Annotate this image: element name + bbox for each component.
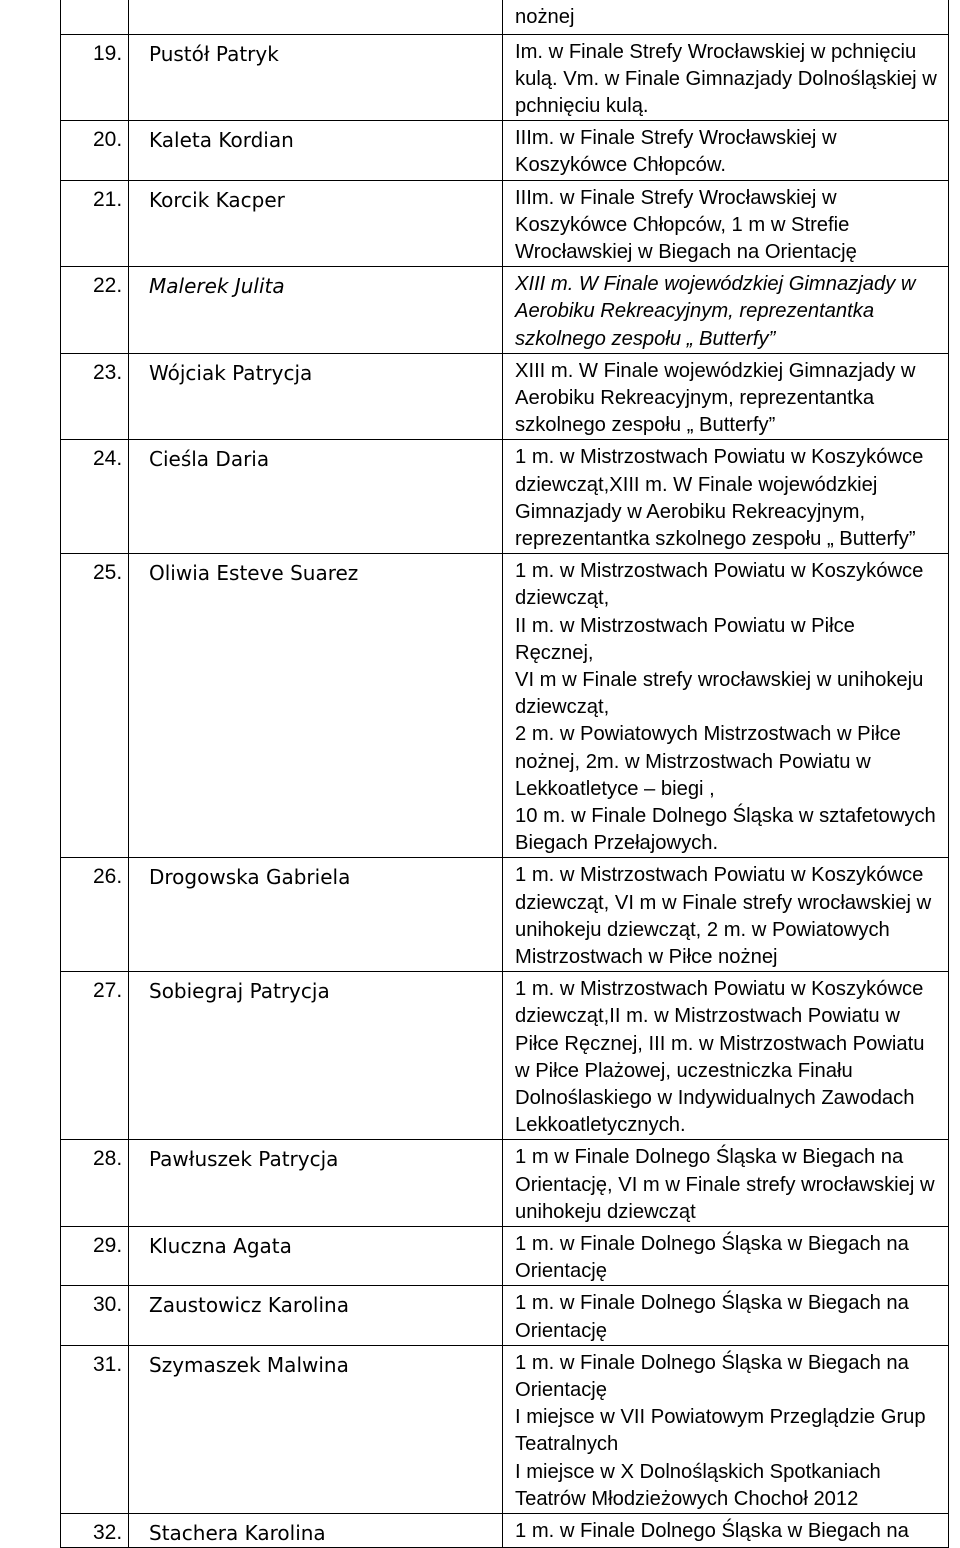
- row-number: 21.: [61, 180, 129, 267]
- student-name: Kaleta Kordian: [129, 121, 503, 180]
- description-line: szkolnego zespołu „ Butterfy”: [515, 327, 776, 350]
- description-line: Orientację: [515, 1260, 608, 1283]
- achievements-document: [60, 0, 948, 1548]
- description-line: 1 m. w Finale Dolnego Śląska w Biegach na: [515, 1233, 909, 1256]
- description-line: VI m w Finale strefy wrocławskiej w unihokeju: [515, 668, 924, 691]
- description-line: 1 m. w Finale Dolnego Śląska w Biegach na: [515, 1292, 909, 1315]
- description-line: I miejsce w VII Powiatowym Przeglądzie Grup: [515, 1406, 926, 1429]
- table-row: [61, 1227, 949, 1286]
- achievement-description: [503, 1227, 949, 1286]
- row-number: 31.: [61, 1345, 129, 1513]
- description-line: Aerobiku Rekreacyjnym, reprezentantka: [515, 386, 875, 409]
- student-name: Kluczna Agata: [129, 1227, 503, 1286]
- description-line: Wrocławskiej w Biegach na Orientację: [515, 240, 857, 263]
- achievement-description: [503, 34, 949, 121]
- description-line: Lekkoatletyce – biegi ,: [515, 777, 715, 800]
- table-row: [61, 1345, 949, 1513]
- table-row: [61, 858, 949, 972]
- student-name: Sobiegraj Patrycja: [129, 972, 503, 1140]
- description-line: XIII m. W Finale wojewódzkiej Gimnazjady w: [515, 273, 916, 296]
- student-name: Stachera Karolina: [129, 1514, 503, 1548]
- description-line: Aerobiku Rekreacyjnym, reprezentantka: [515, 300, 875, 323]
- description-line: 1 m. w Mistrzostwach Powiatu w Koszykówce: [515, 560, 924, 583]
- row-number: 23.: [61, 353, 129, 440]
- table-row: [61, 1514, 949, 1548]
- description-line: kulą. Vm. w Finale Gimnazjady Dolnośląskiej w: [515, 67, 937, 90]
- description-line: 1 m. w Mistrzostwach Powiatu w Koszykówce: [515, 978, 924, 1001]
- description-line: 1 m. w Finale Dolnego Śląska w Biegach na: [515, 1520, 909, 1543]
- description-line: II m. w Mistrzostwach Powiatu w Piłce: [515, 614, 855, 637]
- description-line: IIIm. w Finale Strefy Wrocławskiej w: [515, 186, 837, 209]
- table-row: [61, 180, 949, 267]
- row-number: 27.: [61, 972, 129, 1140]
- achievement-description: [503, 180, 949, 267]
- achievement-description: [503, 1345, 949, 1513]
- description-line: Mistrzostwach w Piłce nożnej: [515, 946, 778, 968]
- achievement-description: [503, 267, 949, 354]
- description-line: dziewcząt,XIII m. W Finale wojewódzkiej: [515, 473, 878, 496]
- description-line: 10 m. w Finale Dolnego Śląska w sztafetowych: [515, 804, 936, 827]
- table-body: [61, 0, 949, 1548]
- table-row: [61, 554, 949, 858]
- row-number: 20.: [61, 121, 129, 180]
- row-number: 26.: [61, 858, 129, 972]
- achievement-description: [503, 858, 949, 972]
- description-line: XIII m. W Finale wojewódzkiej Gimnazjady w: [515, 359, 916, 382]
- row-number: 28.: [61, 1140, 129, 1227]
- description-line: 2 m. w Powiatowych Mistrzostwach w Piłce: [515, 723, 901, 746]
- description-line: IIIm. w Finale Strefy Wrocławskiej w: [515, 127, 837, 150]
- table-row: [61, 121, 949, 180]
- description-line: Orientację, VI m w Finale strefy wrocławskiej w: [515, 1173, 935, 1196]
- student-name: Wójciak Patrycja: [129, 353, 503, 440]
- description-line: szkolnego zespołu „ Butterfy”: [515, 414, 776, 437]
- student-achievements-table: [60, 0, 949, 1548]
- row-number: [61, 0, 129, 34]
- table-row: [61, 440, 949, 554]
- description-line: Koszykówce Chłopców.: [515, 154, 726, 177]
- row-number: 32.: [61, 1514, 129, 1548]
- student-name: Pawłuszek Patrycja: [129, 1140, 503, 1227]
- description-line: dziewcząt,: [515, 696, 610, 719]
- description-line: Biegach Przełajowych.: [515, 832, 719, 855]
- achievement-description: [503, 554, 949, 858]
- achievement-description: [503, 1286, 949, 1345]
- student-name: Cieśla Daria: [129, 440, 503, 554]
- student-name: Szymaszek Malwina: [129, 1345, 503, 1513]
- achievement-description: [503, 440, 949, 554]
- student-name: Oliwia Esteve Suarez: [129, 554, 503, 858]
- achievement-description: [503, 353, 949, 440]
- description-line: unihokeju dziewcząt: [515, 1200, 696, 1223]
- description-line: Orientację: [515, 1319, 608, 1342]
- student-name: [129, 0, 503, 34]
- description-line: nożnej, 2m. w Mistrzostwach Powiatu w: [515, 750, 871, 773]
- description-line: Im. w Finale Strefy Wrocławskiej w pchnięciu: [515, 40, 917, 63]
- description-line: dziewcząt,II m. w Mistrzostwach Powiatu w: [515, 1005, 900, 1028]
- description-line: I miejsce w X Dolnośląskich Spotkaniach: [515, 1460, 881, 1483]
- description-line: reprezentantka szkolnego zespołu „ Butterfy”: [515, 527, 916, 550]
- achievement-description: [503, 121, 949, 180]
- table-row: [61, 0, 949, 34]
- description-line: 1 m. w Mistrzostwach Powiatu w Koszykówce: [515, 864, 924, 887]
- table-row: [61, 1140, 949, 1227]
- description-line: dziewcząt, VI m w Finale strefy wrocławskiej w: [515, 891, 932, 914]
- description-line: pchnięciu kulą.: [515, 94, 649, 117]
- description-line: w Piłce Plażowej, uczestniczka Finału: [515, 1059, 853, 1082]
- description-line: unihokeju dziewcząt, 2 m. w Powiatowych: [515, 918, 890, 941]
- table-row: [61, 972, 949, 1140]
- row-number: 19.: [61, 34, 129, 121]
- description-line: Dolnoślaskiego w Indywidualnych Zawodach: [515, 1087, 915, 1110]
- achievement-description: [503, 1514, 949, 1548]
- description-line: 1 m. w Mistrzostwach Powiatu w Koszykówce: [515, 446, 924, 469]
- row-number: 24.: [61, 440, 129, 554]
- achievement-description: [503, 972, 949, 1140]
- description-line: nożnej: [515, 6, 575, 28]
- row-number: 29.: [61, 1227, 129, 1286]
- student-name: Zaustowicz Karolina: [129, 1286, 503, 1345]
- table-row: [61, 353, 949, 440]
- description-line: Piłce Ręcznej, III m. w Mistrzostwach Powiatu: [515, 1032, 925, 1055]
- description-line: Gimnazjady w Aerobiku Rekreacyjnym,: [515, 500, 866, 523]
- description-line: Teatralnych: [515, 1433, 619, 1456]
- description-line: Koszykówce Chłopców, 1 m w Strefie: [515, 213, 850, 236]
- table-row: [61, 34, 949, 121]
- description-line: Lekkoatletycznych.: [515, 1114, 686, 1137]
- description-line: 1 m. w Finale Dolnego Śląska w Biegach na: [515, 1351, 909, 1374]
- student-name: Drogowska Gabriela: [129, 858, 503, 972]
- row-number: 22.: [61, 267, 129, 354]
- student-name: Korcik Kacper: [129, 180, 503, 267]
- description-line: 1 m w Finale Dolnego Śląska w Biegach na: [515, 1146, 904, 1169]
- description-line: Orientację: [515, 1379, 608, 1402]
- table-row: [61, 1286, 949, 1345]
- table-row: [61, 267, 949, 354]
- row-number: 30.: [61, 1286, 129, 1345]
- achievement-description: [503, 1140, 949, 1227]
- student-name: Pustół Patryk: [129, 34, 503, 121]
- student-name: Malerek Julita: [129, 267, 503, 354]
- description-line: Ręcznej,: [515, 641, 594, 664]
- row-number: 25.: [61, 554, 129, 858]
- achievement-description: [503, 0, 949, 34]
- description-line: Teatrów Młodzieżowych Chochoł 2012: [515, 1487, 859, 1510]
- description-line: dziewcząt,: [515, 587, 610, 610]
